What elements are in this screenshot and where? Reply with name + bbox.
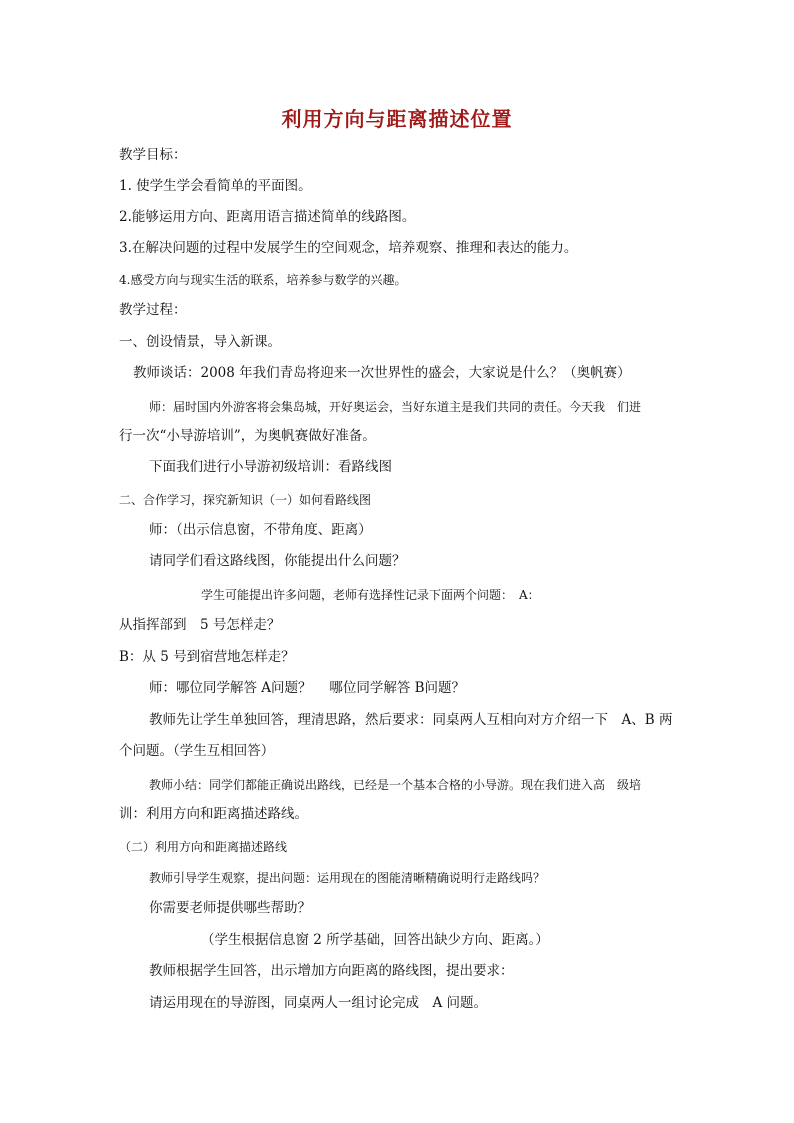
paragraph-teacher-line-2: 行一次“小导游培训”，为奥帆赛做好准备。 <box>119 428 376 444</box>
paragraph-summary-2: 训：利用方向和距离描述路线。 <box>119 806 308 822</box>
question-b: B：从 5 号到宿营地怎样走？ <box>119 649 295 665</box>
paragraph-student-questions: 学生可能提出许多问题，老师有选择性记录下面两个问题： A： <box>201 588 540 602</box>
paragraph-who-answers: 师：哪位同学解答 A问题？ 哪位同学解答 B问题？ <box>149 680 466 696</box>
paragraph-training-intro: 下面我们进行小导游初级培训：看路线图 <box>149 459 392 475</box>
section-1-heading: 一、创设情景，导入新课。 <box>119 334 281 350</box>
document-title: 利用方向与距离描述位置 <box>281 107 513 131</box>
goal-item-4: 4.感受方向与现实生活的联系，培养参与数学的兴趣。 <box>119 273 407 287</box>
paragraph-show-map: 教师根据学生回答，出示增加方向距离的路线图，提出要求： <box>149 963 514 979</box>
paragraph-what-help: 你需要老师提供哪些帮助？ <box>149 900 311 916</box>
paragraph-ask-question: 请同学们看这路线图，你能提出什么问题？ <box>149 553 406 569</box>
teaching-goals-heading: 教学目标： <box>119 147 187 163</box>
paragraph-guide-observe: 教师引导学生观察，提出问题：运用现在的图能清晰精确说明行走路线吗？ <box>149 871 546 885</box>
question-a: 从指挥部到 5 号怎样走？ <box>119 617 281 633</box>
goal-item-1: 1. 使学生学会看简单的平面图。 <box>119 178 312 194</box>
paragraph-teacher-talk: 教师谈话：2008 年我们青岛将迎来一次世界性的盛会，大家说是什么？（奥帆赛） <box>133 365 631 381</box>
paragraph-show-window: 师：（出示信息窗，不带角度、距离） <box>149 522 372 538</box>
subsection-2-heading: （二）利用方向和距离描述路线 <box>119 840 288 854</box>
paragraph-teacher-requires-1: 教师先让学生单独回答，理清思路，然后要求：同桌两人互相向对方介绍一下 A、B 两 <box>149 712 673 728</box>
paragraph-teacher-requires-2: 个问题。（学生互相回答） <box>119 743 275 759</box>
paragraph-discuss-a: 请运用现在的导游图，同桌两人一组讨论完成 A 问题。 <box>149 995 488 1011</box>
paragraph-student-answer: （学生根据信息窗 2 所学基础，回答出缺少方向、距离。） <box>201 932 549 948</box>
goal-item-3: 3.在解决问题的过程中发展学生的空间观念，培养观察、推理和表达的能力。 <box>119 240 578 256</box>
teaching-process-heading: 教学过程： <box>119 302 187 318</box>
paragraph-summary-1: 教师小结：同学们都能正确说出路线，已经是一个基本合格的小导游。现在我们进入高 级培 <box>149 778 642 792</box>
section-2-heading: 二、合作学习，探究新知识（一）如何看路线图 <box>119 493 372 507</box>
goal-item-2: 2.能够运用方向、距离用语言描述简单的线路图。 <box>119 209 416 225</box>
paragraph-teacher-line-1: 师：届时国内外游客将会集岛城，开好奥运会，当好东道主是我们共同的责任。今天我 们进 <box>149 400 642 414</box>
